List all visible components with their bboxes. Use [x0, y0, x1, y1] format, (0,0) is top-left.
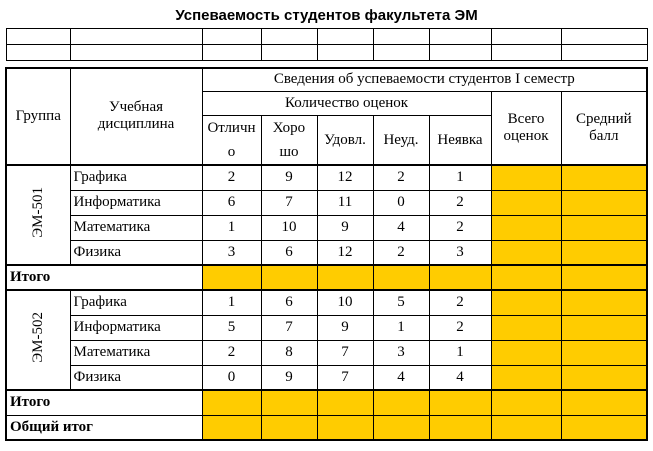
discipline-cell[interactable]: Информатика	[70, 315, 202, 340]
discipline-cell[interactable]: Информатика	[70, 190, 202, 215]
subtotal-label: Итого	[6, 390, 202, 415]
total-cell[interactable]	[491, 190, 561, 215]
header-absent: Неявка	[429, 116, 491, 166]
excellent-cell[interactable]: 2	[202, 340, 261, 365]
subtotal-cell[interactable]	[317, 390, 373, 415]
unsatisfactory-cell[interactable]: 2	[373, 165, 429, 190]
satisfactory-cell[interactable]: 9	[317, 215, 373, 240]
subtotal-cell[interactable]	[202, 265, 261, 290]
excellent-cell[interactable]: 1	[202, 290, 261, 315]
header-total: Всего оценок	[491, 92, 561, 166]
group-label	[6, 165, 70, 265]
grand-total-cell[interactable]	[491, 415, 561, 440]
header-avg: Средний балл	[561, 92, 647, 166]
total-cell[interactable]	[491, 215, 561, 240]
unsatisfactory-cell[interactable]: 5	[373, 290, 429, 315]
absent-cell[interactable]: 2	[429, 215, 491, 240]
empty-cell[interactable]	[202, 28, 261, 44]
discipline-cell[interactable]: Графика	[70, 290, 202, 315]
group-name: ЭМ-502	[29, 312, 46, 363]
empty-cell[interactable]	[373, 28, 429, 44]
header-count: Количество оценок	[202, 92, 491, 116]
grand-total-cell[interactable]	[429, 415, 491, 440]
empty-cell[interactable]	[202, 44, 261, 60]
empty-cell[interactable]	[491, 28, 561, 44]
subtotal-cell[interactable]	[561, 265, 647, 290]
empty-cell[interactable]	[561, 28, 647, 44]
unsatisfactory-cell[interactable]: 1	[373, 315, 429, 340]
subtotal-cell[interactable]	[261, 390, 317, 415]
satisfactory-cell[interactable]: 12	[317, 240, 373, 265]
avg-cell[interactable]	[561, 290, 647, 315]
good-cell[interactable]: 6	[261, 290, 317, 315]
unsatisfactory-cell[interactable]: 0	[373, 190, 429, 215]
header-satisfactory: Удовл.	[317, 116, 373, 166]
avg-cell[interactable]	[561, 315, 647, 340]
satisfactory-cell[interactable]: 9	[317, 315, 373, 340]
total-cell[interactable]	[491, 315, 561, 340]
discipline-cell[interactable]: Графика	[70, 165, 202, 190]
subtotal-cell[interactable]	[561, 390, 647, 415]
empty-cell[interactable]	[70, 44, 202, 60]
absent-cell[interactable]: 1	[429, 165, 491, 190]
absent-cell[interactable]: 1	[429, 340, 491, 365]
avg-cell[interactable]	[561, 215, 647, 240]
group-label	[6, 290, 70, 390]
header-unsatisfactory: Неуд.	[373, 116, 429, 166]
grand-total-cell[interactable]	[373, 415, 429, 440]
good-cell[interactable]: 8	[261, 340, 317, 365]
empty-cell[interactable]	[317, 28, 373, 44]
header-excellent: Отлично	[202, 116, 261, 166]
satisfactory-cell[interactable]: 11	[317, 190, 373, 215]
subtotal-cell[interactable]	[491, 265, 561, 290]
empty-cell[interactable]	[429, 44, 491, 60]
empty-cell[interactable]	[70, 28, 202, 44]
excellent-cell[interactable]: 5	[202, 315, 261, 340]
good-cell[interactable]: 9	[261, 365, 317, 390]
header-info: Сведения об успеваемости студентов I семестр	[202, 68, 647, 92]
spreadsheet	[5, 4, 648, 441]
empty-cell[interactable]	[261, 28, 317, 44]
total-cell[interactable]	[491, 365, 561, 390]
subtotal-cell[interactable]	[429, 265, 491, 290]
total-cell[interactable]	[491, 290, 561, 315]
absent-cell[interactable]: 2	[429, 290, 491, 315]
absent-cell[interactable]: 3	[429, 240, 491, 265]
excellent-cell[interactable]: 3	[202, 240, 261, 265]
unsatisfactory-cell[interactable]: 4	[373, 215, 429, 240]
empty-cell[interactable]	[491, 44, 561, 60]
total-cell[interactable]	[491, 165, 561, 190]
grand-total-cell[interactable]	[561, 415, 647, 440]
absent-cell[interactable]: 4	[429, 365, 491, 390]
excellent-cell[interactable]: 6	[202, 190, 261, 215]
spacer-row	[6, 60, 647, 68]
empty-cell[interactable]	[373, 44, 429, 60]
empty-cell[interactable]	[6, 28, 70, 44]
good-cell[interactable]: 7	[261, 315, 317, 340]
absent-cell[interactable]: 2	[429, 190, 491, 215]
header-group: Группа	[6, 68, 70, 166]
subtotal-cell[interactable]	[373, 390, 429, 415]
good-cell[interactable]: 10	[261, 215, 317, 240]
empty-cell[interactable]	[261, 44, 317, 60]
unsatisfactory-cell[interactable]: 3	[373, 340, 429, 365]
subtotal-cell[interactable]	[429, 390, 491, 415]
total-cell[interactable]	[491, 340, 561, 365]
subtotal-cell[interactable]	[261, 265, 317, 290]
empty-cell[interactable]	[6, 44, 70, 60]
grand-total-cell[interactable]	[202, 415, 261, 440]
avg-cell[interactable]	[561, 240, 647, 265]
satisfactory-cell[interactable]: 12	[317, 165, 373, 190]
good-cell[interactable]: 7	[261, 190, 317, 215]
subtotal-cell[interactable]	[317, 265, 373, 290]
grades-table	[5, 4, 648, 441]
absent-cell[interactable]: 2	[429, 315, 491, 340]
subtotal-cell[interactable]	[491, 390, 561, 415]
discipline-cell[interactable]: Математика	[70, 340, 202, 365]
empty-cell[interactable]	[429, 28, 491, 44]
satisfactory-cell[interactable]: 7	[317, 365, 373, 390]
good-cell[interactable]: 9	[261, 165, 317, 190]
satisfactory-cell[interactable]: 10	[317, 290, 373, 315]
subtotal-label: Итого	[6, 265, 202, 290]
empty-cell[interactable]	[561, 44, 647, 60]
grand-total-label: Общий итог	[6, 415, 202, 440]
discipline-cell[interactable]: Физика	[70, 240, 202, 265]
avg-cell[interactable]	[561, 190, 647, 215]
empty-cell[interactable]	[317, 44, 373, 60]
avg-cell[interactable]	[561, 365, 647, 390]
discipline-cell[interactable]: Математика	[70, 215, 202, 240]
satisfactory-cell[interactable]: 7	[317, 340, 373, 365]
good-cell[interactable]: 6	[261, 240, 317, 265]
grand-total-cell[interactable]	[261, 415, 317, 440]
excellent-cell[interactable]: 0	[202, 365, 261, 390]
page-title: Успеваемость студентов факультета ЭМ	[6, 4, 647, 28]
unsatisfactory-cell[interactable]: 4	[373, 365, 429, 390]
total-cell[interactable]	[491, 240, 561, 265]
subtotal-cell[interactable]	[373, 265, 429, 290]
excellent-cell[interactable]: 2	[202, 165, 261, 190]
grand-total-cell[interactable]	[317, 415, 373, 440]
discipline-cell[interactable]: Физика	[70, 365, 202, 390]
header-good: Хорошо	[261, 116, 317, 166]
subtotal-cell[interactable]	[202, 390, 261, 415]
group-name: ЭМ-501	[29, 187, 46, 238]
unsatisfactory-cell[interactable]: 2	[373, 240, 429, 265]
excellent-cell[interactable]: 1	[202, 215, 261, 240]
avg-cell[interactable]	[561, 340, 647, 365]
avg-cell[interactable]	[561, 165, 647, 190]
header-discipline: Учебная дисциплина	[70, 68, 202, 166]
